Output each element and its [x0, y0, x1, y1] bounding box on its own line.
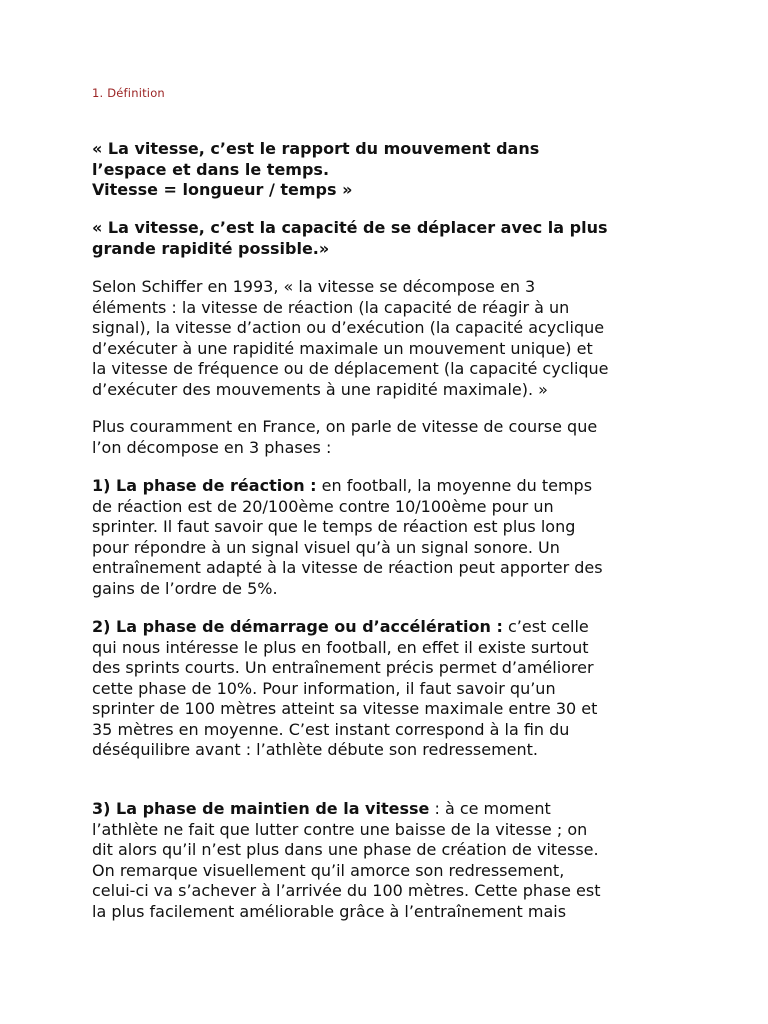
- schiffer-line3: signal), la vitesse d’action ou d’exécution (la capacité acyclique: [92, 318, 605, 337]
- quote-definition-capacity: [92, 218, 682, 259]
- phase-acceleration-paragraph: [92, 617, 682, 761]
- phase1-line6: gains de l’ordre de 5%.: [92, 578, 278, 598]
- phase2-title: 2) La phase de démarrage ou d’accélération :: [92, 617, 503, 636]
- schiffer-line5: la vitesse de fréquence ou de déplacement (la capacité cyclique: [92, 359, 609, 378]
- schiffer-line4: d’exécuter à une rapidité maximale un mouvement unique) et: [92, 338, 593, 358]
- phase1-line4: pour répondre à un signal visuel qu’à un signal sonore. Un: [92, 537, 560, 557]
- france-line1: Plus couramment en France, on parle de vitesse de course que: [92, 417, 598, 436]
- phase1-line3: sprinter. Il faut savoir que le temps de réaction est plus long: [92, 517, 576, 536]
- paragraph-france: [92, 417, 682, 458]
- phase2-line3: des sprints courts. Un entraînement précis permet d’améliorer: [92, 658, 594, 677]
- phase2-line2: qui nous intéresse le plus en football, en effet il existe surtout: [92, 637, 589, 657]
- phase-maintenance-paragraph: [92, 799, 682, 922]
- quote2-line1: « La vitesse, c’est la capacité de se déplacer avec la plus: [92, 218, 608, 237]
- schiffer-line6: d’exécuter des mouvements à une rapidité maximale). »: [92, 379, 548, 399]
- phase3-title: 3) La phase de maintien de la vitesse: [92, 799, 430, 818]
- phase1-line2: de réaction est de 20/100ème contre 10/100ème pour un: [92, 496, 554, 516]
- phase3-line2: l’athlète ne fait que lutter contre une baisse de la vitesse ; on: [92, 819, 588, 839]
- phase3-line4: On remarque visuellement qu’il amorce son redressement,: [92, 860, 565, 880]
- phase1-line5: entraînement adapté à la vitesse de réaction peut apporter des: [92, 558, 603, 577]
- phase2-line6: 35 mètres en moyenne. C’est instant correspond à la fin du: [92, 719, 570, 739]
- quote2-line2: grande rapidité possible.»: [92, 238, 330, 258]
- section-heading: 1. Définition: [92, 86, 165, 100]
- phase3-line3: dit alors qu’il n’est plus dans une phase de création de vitesse.: [92, 840, 599, 859]
- france-line2: l’on décompose en 3 phases :: [92, 437, 332, 457]
- schiffer-line2: éléments : la vitesse de réaction (la capacité de réagir à un: [92, 297, 570, 317]
- phase1-line1: en football, la moyenne du temps: [316, 476, 593, 495]
- quote1-line2: l’espace et dans le temps.: [92, 159, 330, 179]
- phase3-line1: : à ce moment: [429, 799, 551, 818]
- phase2-line7: déséquilibre avant : l’athlète débute son redressement.: [92, 740, 539, 759]
- phase2-line4: cette phase de 10%. Pour information, il faut savoir qu’un: [92, 678, 556, 698]
- phase-reaction-paragraph: [92, 476, 682, 599]
- quote-definition-ratio: [92, 139, 682, 201]
- quote1-line3: Vitesse = longueur / temps »: [92, 180, 353, 199]
- phase1-title: 1) La phase de réaction :: [92, 476, 317, 495]
- phase3-line5: celui-ci va s’achever à l’arrivée du 100 mètres. Cette phase est: [92, 881, 601, 900]
- phase3-line6: la plus facilement améliorable grâce à l’entraînement mais: [92, 901, 567, 921]
- paragraph-schiffer: [92, 277, 682, 400]
- schiffer-line1: Selon Schiffer en 1993, « la vitesse se décompose en 3: [92, 277, 536, 296]
- phase2-line1: c’est celle: [502, 617, 589, 636]
- quote1-line1: « La vitesse, c’est le rapport du mouvement dans: [92, 139, 540, 158]
- phase2-line5: sprinter de 100 mètres atteint sa vitesse maximale entre 30 et: [92, 699, 598, 718]
